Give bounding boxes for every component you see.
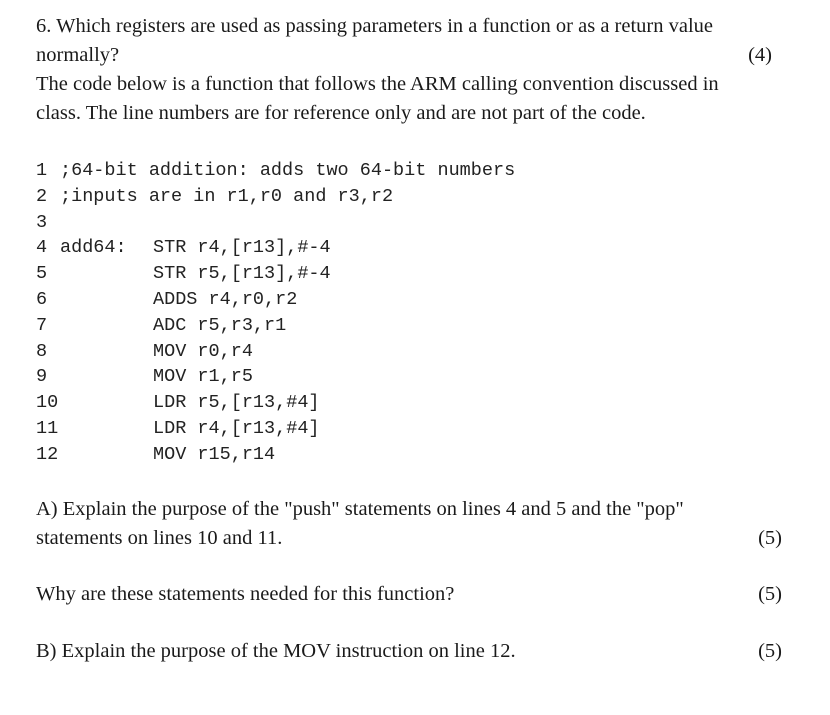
part-b-row [36,637,808,666]
question-header [36,12,808,128]
code-label [60,339,153,365]
part-a-followup [36,580,808,609]
intro-line-2: class. The line numbers are for reference only and are not part of the code. [36,102,646,124]
code-instruction: ADDS r4,r0,r2 [153,288,298,310]
line-number: 4 [36,237,48,259]
code-line [36,261,515,287]
question-marks: (4) [748,44,772,66]
code-line [36,210,515,236]
part-a-followup-row [36,580,808,609]
line-number: 6 [36,288,48,310]
part-a-followup-text: Why are these statements needed for this function? [36,583,455,605]
code-line [36,287,515,313]
code-label [60,416,153,442]
line-number: 11 [36,417,59,439]
question-title-row-2 [36,41,808,70]
code-comment: ;64-bit addition: adds two 64-bit numbers [60,160,516,181]
code-label [60,364,153,390]
code-line [36,390,515,416]
question-title-line-2: normally? [36,44,120,66]
line-number: 9 [36,366,48,388]
line-number: 1 [36,160,48,181]
question-title-line-1: 6. Which registers are used as passing parameters in a function or as a return value [36,15,714,37]
line-number: 7 [36,314,48,336]
line-number: 2 [36,185,48,207]
code-label [60,261,153,287]
code-listing [36,158,515,468]
code-instruction: ADC r5,r3,r1 [153,314,287,336]
part-a [36,495,808,553]
code-label [60,390,153,416]
code-instruction: LDR r5,[r13,#4] [153,392,320,414]
line-number: 10 [36,392,59,414]
line-number: 8 [36,340,48,362]
part-a-followup-marks: (5) [758,583,782,605]
line-number: 12 [36,443,59,465]
code-line [36,235,515,261]
part-a-marks: (5) [758,527,782,549]
part-a-row-2 [36,524,808,553]
code-label [60,287,153,313]
code-line [36,184,515,210]
code-line [36,364,515,390]
part-b-marks: (5) [758,640,782,662]
part-b-text: B) Explain the purpose of the MOV instruction on line 12. [36,640,516,662]
code-instruction: MOV r15,r14 [153,443,276,465]
code-line [36,416,515,442]
code-label: add64: [60,237,127,259]
code-comment: ;inputs are in r1,r0 and r3,r2 [60,185,394,207]
intro-line-1: The code below is a function that follows the ARM calling convention discussed in [36,73,719,95]
code-label [60,313,153,339]
code-line [36,158,515,184]
code-line [36,339,515,365]
line-number: 3 [36,211,48,233]
code-instruction: MOV r0,r4 [153,340,253,362]
line-number: 5 [36,263,48,285]
code-instruction: STR r4,[r13],#-4 [153,237,331,259]
code-label [60,442,153,468]
code-instruction: MOV r1,r5 [153,366,253,388]
part-a-line-2: statements on lines 10 and 11. [36,527,283,549]
code-instruction: STR r5,[r13],#-4 [153,263,331,285]
code-line [36,442,515,468]
code-instruction: LDR r4,[r13,#4] [153,417,320,439]
part-b [36,637,808,666]
code-line [36,313,515,339]
part-a-line-1: A) Explain the purpose of the "push" statements on lines 4 and 5 and the "pop" [36,498,684,520]
